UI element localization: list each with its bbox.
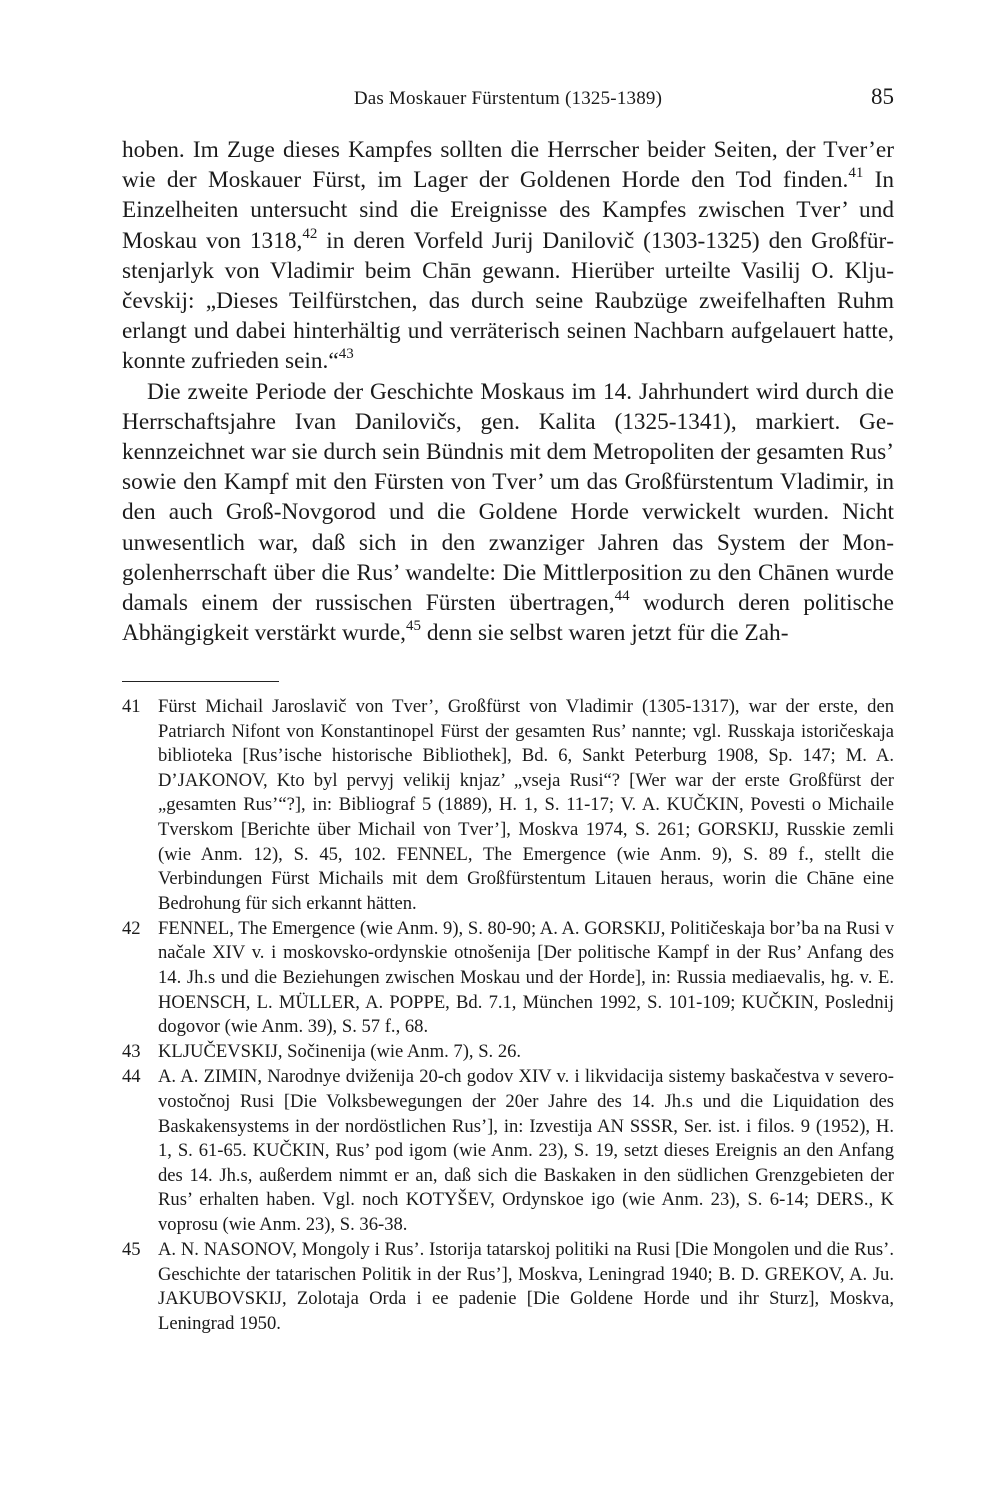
footnote [122,1040,894,1065]
footnote [122,695,894,916]
footnote-reference: 41 [848,165,864,182]
footnote-reference: 43 [338,346,354,363]
page-number: 85 [871,84,894,109]
footnotes [122,695,894,1336]
footnote-number: 42 [122,917,141,939]
footnote-reference: 44 [614,588,630,605]
footnote-number: 43 [122,1041,141,1063]
text-run: hoben. Im Zuge dieses Kampfes sollten die Herrscher beider Seiten, der Tver’er wie der Moskauer Fürst, im Lager der Goldenen Horde den Tod finden. [122,137,894,194]
text-run: wodurch deren politische Abhängigkeit verstärkt wurde, [122,590,895,647]
footnote-text: KLJUČEVSKIJ, Sočinenija (wie Anm. 7), S. 26. [158,1041,522,1063]
text-run: In Einzelheiten untersucht sind die Ereignisse des Kampfes zwischen Tver’ und Moskau von 1318, [122,167,895,254]
running-title: Das Moskauer Fürstentum (1325-1389) [353,88,663,109]
page-header [122,84,894,118]
footnote-text: A. A. ZIMIN, Narodnye dviženija 20-ch godov XIV v. i likvidacija sistemy baskačestva v severo-vostočnoj Rusi [Die Volksbewegungen der 20er Jahre des 14. Jh.s und die Liquidation des Baskakensystems in der nordöstlichen Rus’], in: Izvestija AN SSSR, Ser. ist. i filos. 9 (1952), H. 1, S. 61-65. KUČKIN, Rus’ pod igom (wie Anm. 23), S. 19, setzt dieses Ereignis an den Anfang des 14. Jh.s, außerdem nimmt er an, daß sich die Baskaken in den südlichen Grenzgebieten der Rus’ erhalten haben. Vgl. noch KOTYŠEV, Ordynskoe igo (wie Anm. 23), S. 6-14; DERS., K voprosu (wie Anm. 23), S. 36-38. [158,1066,894,1235]
text-run: Die zweite Periode der Geschichte Moskaus im 14. Jahrhundert wird durch die Herrschaftsjahre Ivan Danilovičs, gen. Kalita (1325-1341), markiert. Gekennzeichnet war sie durch sein Bündnis mit dem Metropoliten der gesamten Rus’ sowie den Kampf mit den Fürsten von Tver’ um das Großfürstentum Vladimir, in den auch Groß-Novgorod und die Goldene Horde verwickelt wurden. Nicht unwesentlich war, daß sich in den zwanziger Jahren das System der Mongolenherrschaft über die Rus’ wandelte: Die Mittlerposition zu den Chānen wurde damals einem der russischen Fürsten übertragen, [122,378,894,617]
footnote [122,917,894,1040]
text-run: denn sie selbst waren jetzt für die Zah- [421,620,789,647]
footnote [122,1065,894,1237]
footnote-text: Fürst Michail Jaroslavič von Tver’, Großfürst von Vladimir (1305-1317), war der erste, den Patriarch Nifont von Konstantinopel Fürst der gesamten Rus’ nannte; vgl. Russkaja istoričeskaja biblioteka [Rus’ische historische Bibliothek], Bd. 6, Sankt Peterburg 1908, Sp. 147; M. A. D’JAKONOV, Kto byl pervyj velikij knjaz’ „vseja Rusi“? [Wer war der erste Großfürst der „gesamten Rus’“?], in: Bibliograf 5 (1889), H. 1, S. 11-17; V. A. KUČKIN, Povesti o Michaile Tverskom [Berichte über Michail von Tver’], Moskva 1974, S. 261; GORSKIJ, Russkie zemli (wie Anm. 12), S. 45, 102. FENNEL, The Emergence (wie Anm. 9), S. 89 f., stellt die Verbindungen Fürst Michails mit dem Großfürstentum Litauen heraus, worin die Chāne eine Bedrohung für sich erkannt hätten. [158,696,894,914]
footnote-reference: 42 [302,225,318,242]
paragraph [122,135,894,377]
footnote [122,1238,894,1336]
footnote-reference: 45 [406,618,422,635]
footnote-number: 45 [122,1239,141,1261]
main-text [122,135,894,648]
footnote-number: 44 [122,1066,141,1088]
footnote-divider [122,681,279,682]
text-run: in deren Vorfeld Jurij Danilovič (1303-1325) den Großfürstenjarlyk von Vladimir beim Chān gewann. Hierüber urteilte Vasilij O. Ključevskij: „Dieses Teilfürstchen, das durch seine Raubzüge zweifelhaften Ruhm erlangt und dabei hinterhältig und verräterisch seinen Nachbarn aufgelauert hatte, konnte zufrieden sein.“ [122,227,894,375]
footnote-text: FENNEL, The Emergence (wie Anm. 9), S. 80-90; A. A. GORSKIJ, Političeskaja bor’ba na Rusi v načale XIV v. i moskovsko-ordynskie otnošenija [Der politische Kampf in der Rus’ Anfang des 14. Jh.s und die Beziehungen zwischen Moskau und der Horde], in: Russia mediaevalis, hg. v. E. HOENSCH, L. MÜLLER, A. POPPE, Bd. 7.1, München 1992, S. 101-109; KUČKIN, Poslednij dogovor (wie Anm. 39), S. 57 f., 68. [158,917,894,1038]
footnote-number: 41 [122,696,141,717]
footnote-text: A. N. NASONOV, Mongoly i Rus’. Istorija tatarskoj politiki na Rusi [Die Mongolen und die Rus’. Geschichte der tatarischen Politik in der Rus’], Moskva, Leningrad 1940; B. D. GREKOV, A. Ju. JAKUBOVSKIJ, Zolotaja Orda i ee padenie [Die Goldene Horde und ihr Sturz], Moskva, Leningrad 1950. [158,1239,894,1334]
paragraph [122,377,894,649]
